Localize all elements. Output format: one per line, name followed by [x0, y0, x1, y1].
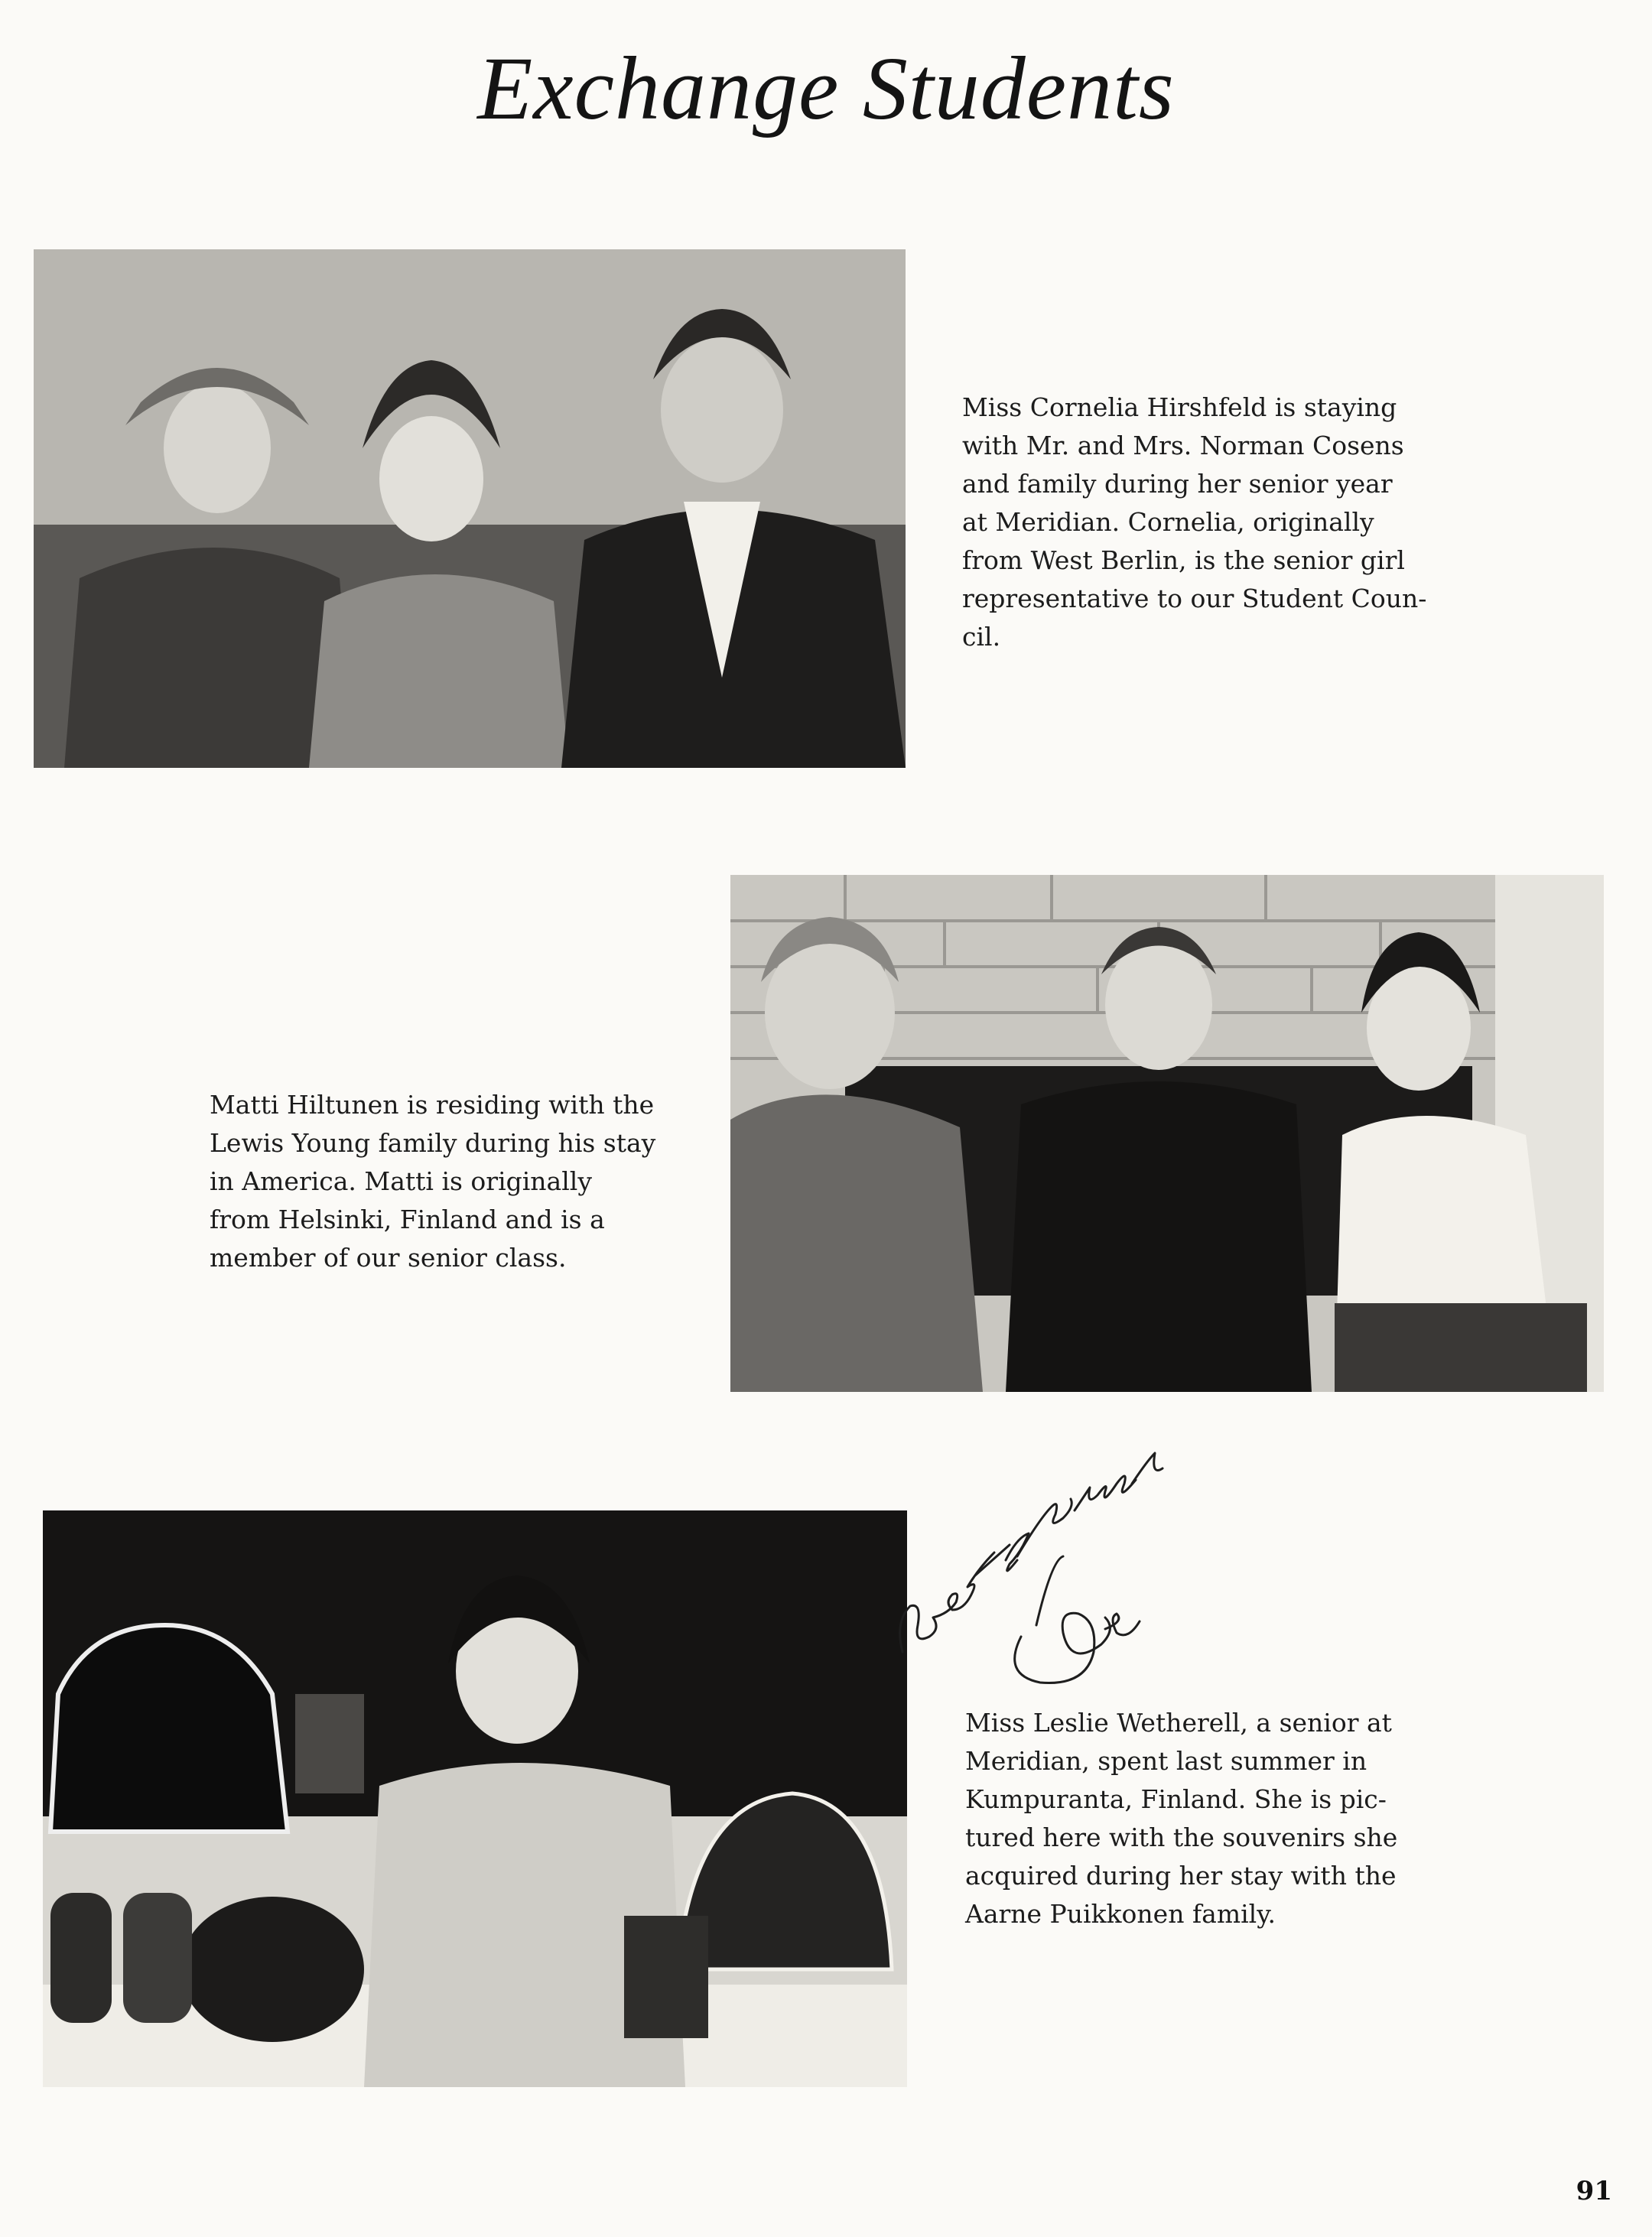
page-number: 91: [1576, 2176, 1612, 2206]
caption-line: Lewis Young family during his stay: [210, 1128, 656, 1158]
caption-line: member of our senior class.: [210, 1243, 567, 1273]
caption-line: at Meridian. Cornelia, originally: [962, 507, 1374, 537]
photo-wetherell-souvenirs: [43, 1510, 907, 2087]
caption-line: Miss Leslie Wetherell, a senior at: [965, 1708, 1392, 1738]
caption-line: acquired during her stay with the: [965, 1861, 1397, 1891]
caption-line: Meridian, spent last summer in: [965, 1746, 1367, 1776]
caption-line: tured here with the souvenirs she: [965, 1822, 1398, 1852]
caption-line: representative to our Student Coun-: [962, 584, 1427, 613]
caption-wetherell: [965, 1704, 1397, 1933]
caption-line: cil.: [962, 622, 1001, 652]
caption-line: Miss Cornelia Hirshfeld is staying: [962, 392, 1397, 422]
caption-hiltunen: [210, 1086, 655, 1277]
page-title: Exchange Students: [477, 38, 1175, 138]
caption-line: in America. Matti is originally: [210, 1166, 592, 1196]
caption-line: from West Berlin, is the senior girl: [962, 545, 1405, 575]
caption-line: Aarne Puikkonen family.: [965, 1899, 1276, 1929]
caption-line: and family during her senior year: [962, 469, 1393, 499]
caption-line: Matti Hiltunen is residing with the: [210, 1090, 655, 1120]
caption-hirshfeld: [962, 389, 1426, 656]
caption-line: with Mr. and Mrs. Norman Cosens: [962, 431, 1404, 460]
photo-hirshfeld-host-family: [34, 249, 906, 768]
signature-best-of-luck: [887, 1445, 1178, 1698]
caption-line: from Helsinki, Finland and is a: [210, 1205, 605, 1234]
caption-line: Kumpuranta, Finland. She is pic-: [965, 1784, 1387, 1814]
photo-hiltunen-host-family: [730, 875, 1604, 1392]
